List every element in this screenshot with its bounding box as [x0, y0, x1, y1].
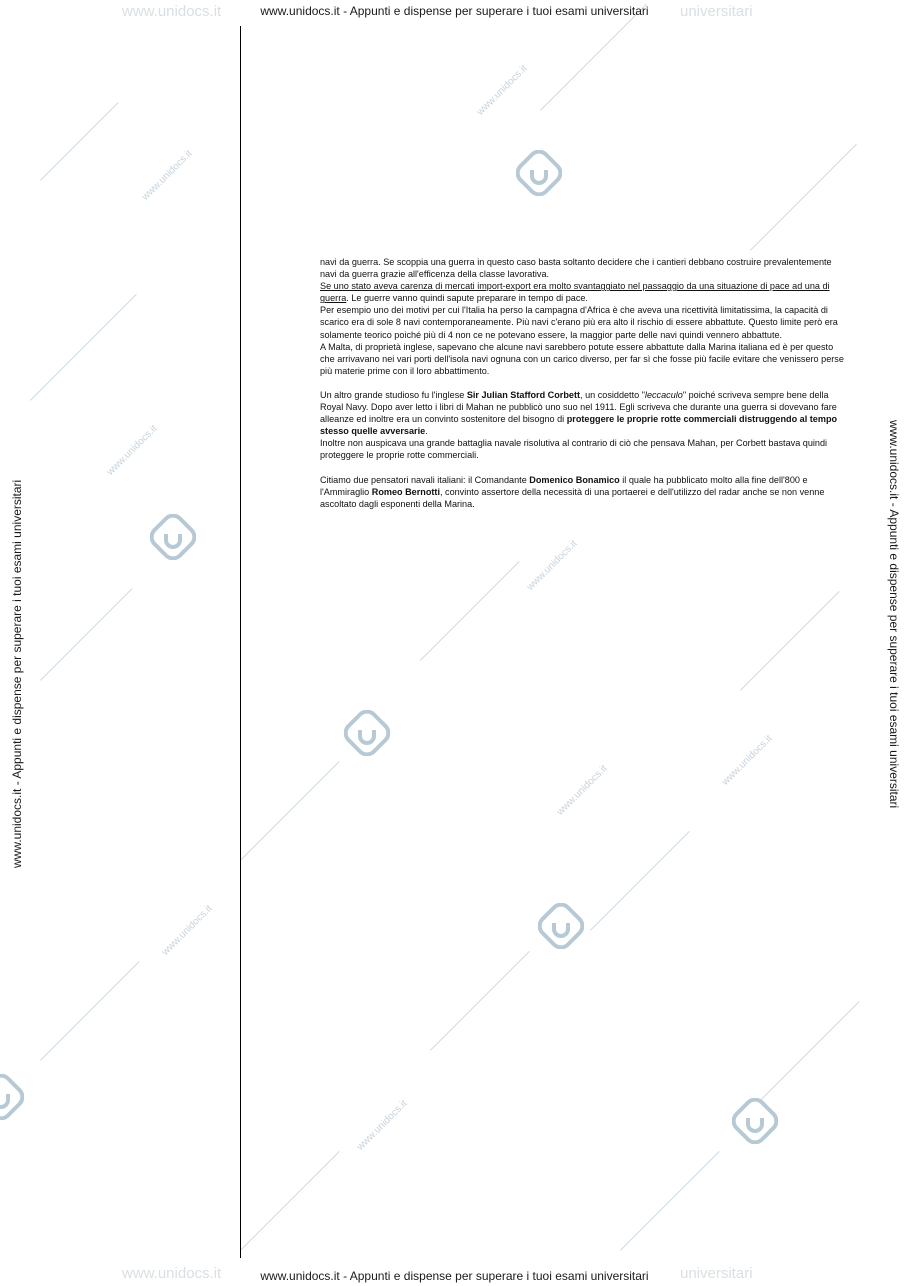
watermark-line — [740, 591, 840, 691]
watermark-line — [420, 561, 520, 661]
watermark-text: www.unidocs.it — [475, 63, 530, 118]
paragraph: Citiamo due pensatori navali italiani: il Comandante Domenico Bonamico il quale ha pubblicato molto alla fine dell'800 e l'Ammiraglio Romeo Bernotti, convinto assertore della necessità di una portaerei e dell'utilizzo del radar anche se non venne ascoltato dagli esponenti della Marina. — [320, 474, 825, 509]
ghost-banner-right: universitari — [680, 1265, 753, 1282]
ghost-banner-left: www.unidocs.it — [122, 1265, 222, 1282]
header-banner: www.unidocs.it - Appunti e dispense per superare i tuoi esami universitari — [260, 4, 649, 18]
side-banner-right: www.unidocs.it - Appunti e dispense per superare i tuoi esami universitari — [887, 420, 901, 809]
watermark-line — [750, 144, 857, 251]
unidocs-logo-icon — [344, 710, 390, 756]
watermark-text: www.unidocs.it — [525, 538, 580, 593]
watermark-line — [430, 951, 530, 1051]
unidocs-logo-icon — [732, 1098, 778, 1144]
ghost-banner-right: universitari — [680, 3, 753, 20]
watermark-line — [240, 1151, 340, 1251]
unidocs-logo-icon — [516, 150, 562, 196]
watermark-text: www.unidocs.it — [105, 423, 160, 478]
person-name: Domenico Bonamico — [529, 474, 620, 485]
watermark-line — [240, 761, 340, 861]
side-banner-left: www.unidocs.it - Appunti e dispense per superare i tuoi esami universitari — [10, 479, 24, 868]
watermark-line — [590, 831, 690, 931]
ghost-banner-left: www.unidocs.it — [122, 3, 222, 20]
watermark-line — [40, 102, 118, 180]
watermark-text: www.unidocs.it — [720, 733, 775, 788]
watermark-text: www.unidocs.it — [140, 148, 195, 203]
footer-banner: www.unidocs.it - Appunti e dispense per superare i tuoi esami universitari — [260, 1269, 649, 1283]
underlined-text: Se uno stato aveva carenza di mercati import-export era molto svantaggiato nel passaggio da una situazione di pace ad una di guerra — [320, 281, 830, 304]
italic-text: leccaculo — [644, 389, 683, 400]
watermark-line — [620, 1151, 720, 1251]
bold-text: proteggere le proprie rotte commerciali distruggendo al tempo stesso quelle avversarie — [320, 414, 838, 437]
watermark-line — [30, 294, 137, 401]
unidocs-logo-icon — [0, 1074, 24, 1120]
unidocs-logo-icon — [538, 903, 584, 949]
margin-rule — [240, 26, 241, 1258]
watermark-line — [40, 588, 133, 681]
watermark-text: www.unidocs.it — [355, 1098, 410, 1153]
unidocs-logo-icon — [150, 514, 196, 560]
watermark-line — [40, 961, 140, 1061]
person-name: Sir Julian Stafford Corbett — [466, 389, 581, 400]
watermark-text: www.unidocs.it — [160, 903, 215, 958]
watermark-line — [760, 1001, 860, 1101]
watermark-line — [540, 4, 647, 111]
paragraph: Un altro grande studioso fu l'inglese Sir Julian Stafford Corbett, un cosiddetto "leccaculo" poiché scriveva sempre bene della Royal Navy. Dopo aver letto i libri di Mahan ne pubblicò uno suo nel 1911. Egli scriveva che durante una guerra si dovevano fare alleanze ed inoltre era un convinto sostenitore del bisogno di proteggere le proprie rotte commerciali distruggendo al tempo stesso quelle avversarie. Inoltre non auspicava una grande battaglia navale risolutiva al contrario di ciò che pensava Mahan, per Corbett bastava quindi proteggere le proprie rotte commerciali. — [320, 389, 838, 461]
person-name: Romeo Bernotti — [371, 486, 440, 497]
paragraph: navi da guerra. Se scoppia una guerra in questo caso basta soltanto decidere che i cantieri debbano costruire prevalentemente navi da guerra grazie all'efficenza della classe lavorativa. Se uno stato aveva carenza di mercati import-export era molto svantaggiato nel passaggio da una situazione di pace ad una di guerra. Le guerre vanno quindi sapute preparare in tempo di pace. Per esempio uno dei motivi per cui l'Italia ha perso la campagna d'Africa è che aveva una ricettività limitatissima, la capacità di scarico era di sole 8 navi contemporaneamente. Più navi c'erano più era alto il rischio di essere abbattute. Questo limite però era solamente teorico poiché più di 4 non ce ne potevano essere, la maggior parte delle navi quindi vennero abbattute. A Malta, di proprietà inglese, sapevano che alcune navi sarebbero potute essere abbattute dalla Marina italiana ed è per questo che arrivavano nei vari porti dell'isola navi ognuna con un carico diverso, per far sì che fosse più facile evitare che venissero perse più materie prime con il loro abbattimento. — [320, 257, 844, 376]
watermark-text: www.unidocs.it — [555, 763, 610, 818]
document-body — [320, 256, 846, 510]
